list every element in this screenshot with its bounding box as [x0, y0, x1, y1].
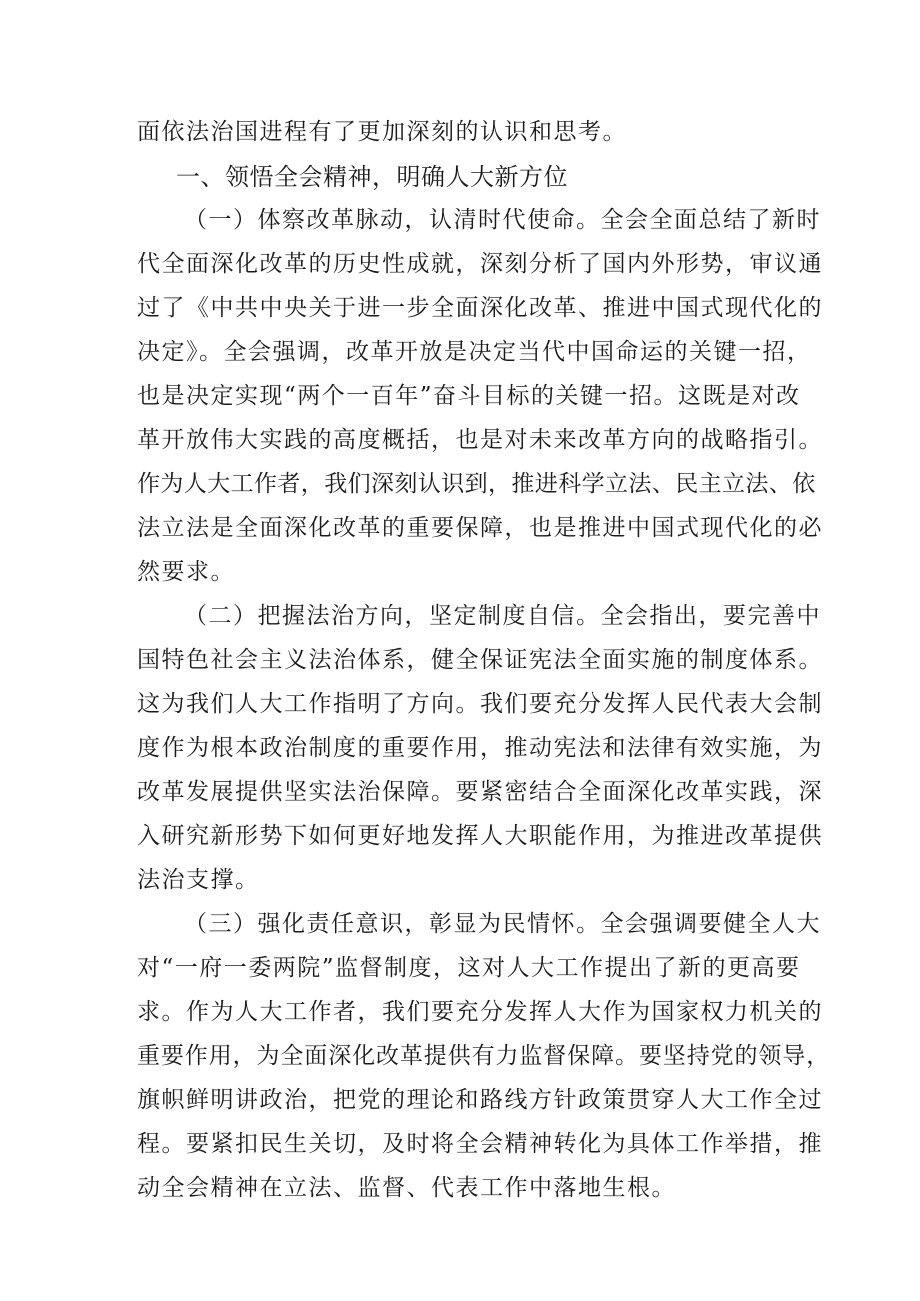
- paragraph-1-line-1: （一）体察改革脉动，认清时代使命。全会全面总结了新时: [184, 207, 821, 233]
- paragraph-3-line-6: 程。要紧扣民生关切，及时将全会精神转化为具体工作举措，推: [137, 1131, 823, 1157]
- paragraph-3-line-2: 对“一府一委两院”监督制度，这对人大工作提出了新的更高要: [137, 955, 801, 981]
- paragraph-3-line-3: 求。作为人大工作者，我们要充分发挥人大作为国家权力机关的: [137, 999, 823, 1025]
- paragraph-2-line-2: 国特色社会主义法治体系，健全保证宪法全面实施的制度体系。: [137, 647, 823, 673]
- paragraph-1-line-9: 然要求。: [137, 559, 235, 585]
- paragraph-intro-line-1: 面依法治国进程有了更加深刻的认识和思考。: [137, 119, 627, 145]
- paragraph-1-line-5: 也是决定实现“两个一百年”奋斗目标的关键一招。这既是对改: [137, 383, 801, 409]
- paragraph-2-line-7: 法治支撑。: [137, 867, 260, 893]
- paragraph-3-line-1: （三）强化责任意识，彰显为民情怀。全会强调要健全人大: [184, 911, 821, 937]
- paragraph-2-line-3: 这为我们人大工作指明了方向。我们要充分发挥人民代表大会制: [137, 691, 823, 717]
- paragraph-2-line-1: （二）把握法治方向，坚定制度自信。全会指出，要完善中: [184, 603, 821, 629]
- paragraph-1-line-8: 法立法是全面深化改革的重要保障，也是推进中国式现代化的必: [137, 515, 823, 541]
- paragraph-1-line-2: 代全面深化改革的历史性成就，深刻分析了国内外形势，审议通: [137, 251, 823, 277]
- paragraph-2-line-4: 度作为根本政治制度的重要作用，推动宪法和法律有效实施，为: [137, 735, 823, 761]
- paragraph-3-line-5: 旗帜鲜明讲政治，把党的理论和路线方针政策贯穿人大工作全过: [137, 1087, 823, 1113]
- paragraph-3-line-4: 重要作用，为全面深化改革提供有力监督保障。要坚持党的领导，: [137, 1043, 831, 1069]
- paragraph-2-line-6: 入研究新形势下如何更好地发挥人大职能作用，为推进改革提供: [137, 823, 823, 849]
- paragraph-3-line-7: 动全会精神在立法、监督、代表工作中落地生根。: [137, 1175, 676, 1201]
- paragraph-1-line-4: 决定》。全会强调，改革开放是决定当代中国命运的关键一招，: [137, 339, 812, 365]
- paragraph-1-line-7: 作为人大工作者，我们深刻认识到，推进科学立法、民主立法、依: [137, 471, 816, 497]
- section-heading: 一、领悟全会精神，明确人大新方位: [176, 163, 568, 191]
- paragraph-1-line-3: 过了《中共中央关于进一步全面深化改革、推进中国式现代化的: [137, 295, 823, 321]
- paragraph-1-line-6: 革开放伟大实践的高度概括，也是对未来改革方向的战略指引。: [137, 427, 823, 453]
- paragraph-2-line-5: 改革发展提供坚实法治保障。要紧密结合全面深化改革实践，深: [137, 779, 823, 805]
